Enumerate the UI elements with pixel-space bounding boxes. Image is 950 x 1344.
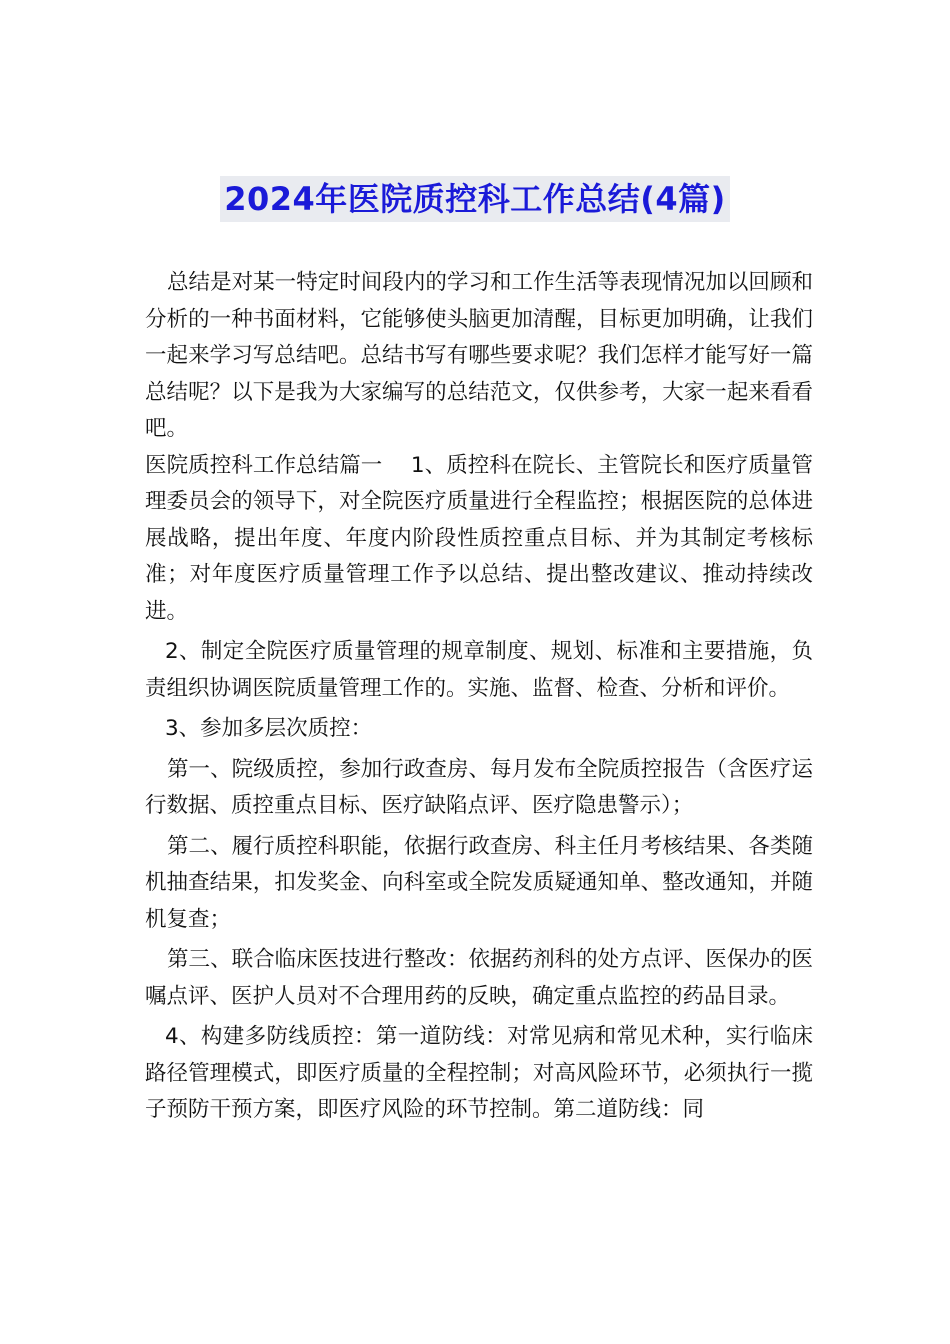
document-title: 2024年医院质控科工作总结(4篇) xyxy=(220,176,730,222)
item-3-first-paragraph: 第一、院级质控，参加行政查房、每月发布全院质控报告（含医疗运行数据、质控重点目标、医疗缺陷点评、医疗隐患警示）； xyxy=(145,756,813,818)
item-3-third-paragraph: 第三、联合临床医技进行整改：依据药剂科的处方点评、医保办的医嘱点评、医护人员对不合理用药的反映，确定重点监控的药品目录。 xyxy=(145,947,813,1009)
item-3-second-paragraph: 第二、履行质控科职能，依据行政查房、科主任月考核结果、各类随机抽查结果，扣发奖金、向科室或全院发质疑通知单、整改通知，并随机复查； xyxy=(145,833,813,932)
document-body xyxy=(145,265,813,1129)
title-container xyxy=(0,176,950,222)
item-4-paragraph: 4、构建多防线质控：第一道防线：对常见病和常见术种，实行临床路径管理模式，即医疗质量的全程控制；对高风险环节，必须执行一揽子预防干预方案，即医疗风险的环节控制。第二道防线：同 xyxy=(145,1024,813,1122)
item-2-paragraph: 2、制定全院医疗质量管理的规章制度、规划、标准和主要措施，负责组织协调医院质量管理工作的。实施、监督、检查、分析和评价。 xyxy=(145,639,813,701)
intro-paragraph: 总结是对某一特定时间段内的学习和工作生活等表现情况加以回顾和分析的一种书面材料，它能够使头脑更加清醒，目标更加明确，让我们一起来学习写总结吧。总结书写有哪些要求呢？我们怎样才能写好一篇总结呢？以下是我为大家编写的总结范文，仅供参考，大家一起来看看吧。 xyxy=(145,270,813,441)
section-one-paragraph: 医院质控科工作总结篇一 1、质控科在院长、主管院长和医疗质量管理委员会的领导下，对全院医疗质量进行全程监控；根据医院的总体进展战略，提出年度、年度内阶段性质控重点目标、并为其制定考核标准；对年度医疗质量管理工作予以总结、提出整改建议、推动持续改进。 xyxy=(145,452,813,624)
item-3-paragraph: 3、参加多层次质控： xyxy=(165,716,373,741)
